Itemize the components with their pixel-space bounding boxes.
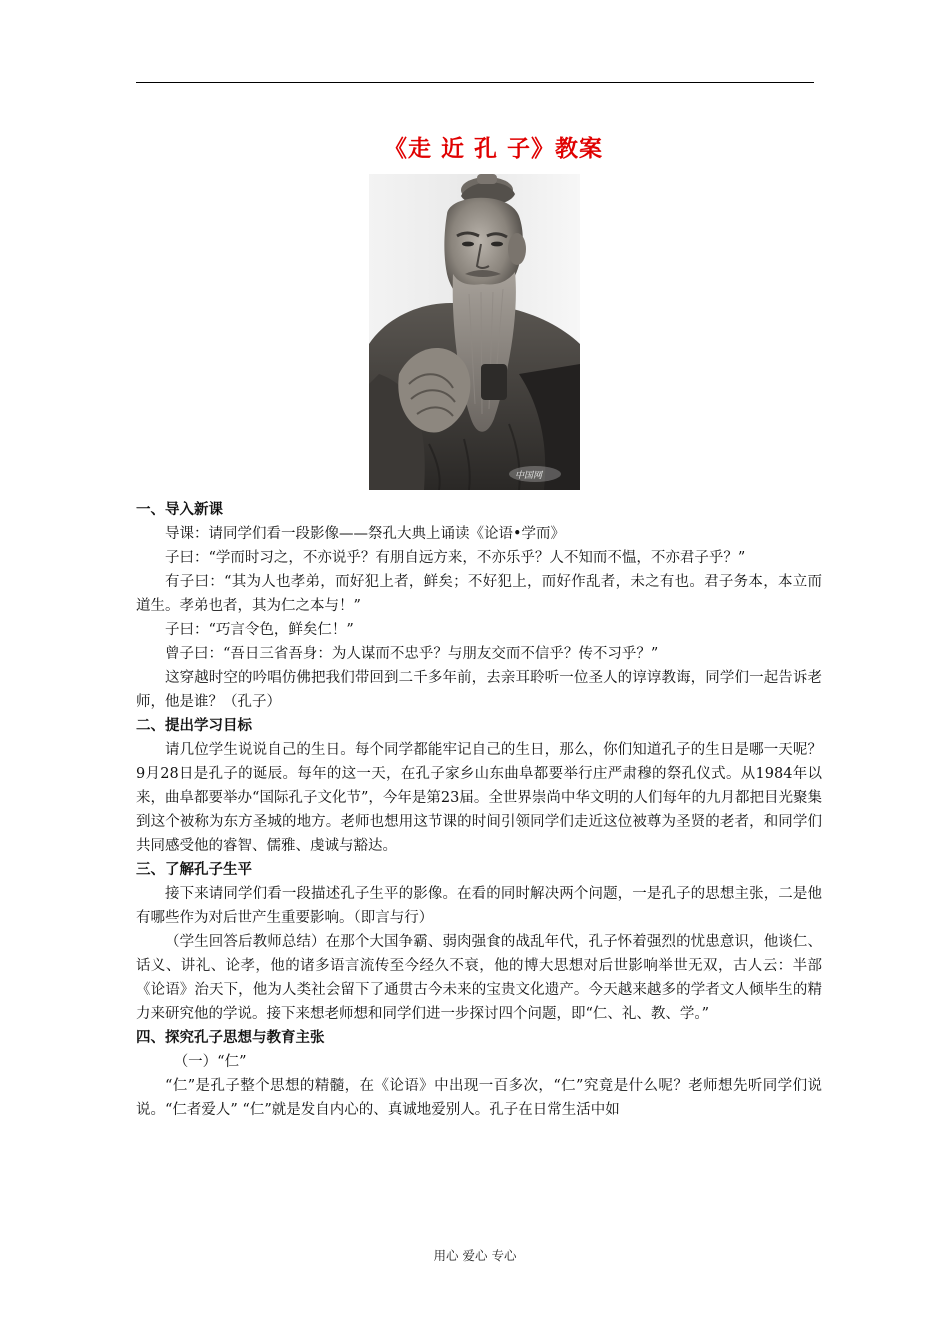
paragraph: 导课：请同学们看一段影像——祭孔大典上诵读《论语•学而》 [165, 526, 566, 542]
document-title: 《走 近 孔 子》教案 [384, 136, 604, 162]
paragraph: 曾子曰：“吾日三省吾身：为人谋而不忠乎？与朋友交而不信乎？传不习乎？” [165, 646, 659, 662]
paragraph: （学生回答后教师总结）在那个大国争霸、弱肉强食的战乱年代，孔子怀着强烈的忧患意识，他谈仁、话义、讲礼、论孝，他的诸多语言流传至今经久不衰，他的博大思想对后世影响举世无双，古人云：半部《论语》治天下，他为人类社会留下了通贯古今未来的宝贵文化遗产。今天越来越多的学者文人倾毕生的精力来研究他的学说。接下来想老师想和同学们进一步探讨四个问题，即“仁、礼、教、学。” [136, 934, 822, 1022]
page-footer: 用心 爱心 专心 [433, 1248, 517, 1263]
section-heading: 三、了解孔子生平 [136, 862, 252, 878]
lesson-body [136, 498, 822, 1122]
confucius-statue-photo [369, 174, 580, 490]
photo-watermark: 中国网 [515, 471, 543, 481]
paragraph: 有子曰：“其为人也孝弟，而好犯上者，鲜矣；不好犯上，而好作乱者，未之有也。君子务本，本立而道生。孝弟也者，其为仁之本与！” [136, 574, 822, 614]
section-heading: 一、导入新课 [136, 502, 223, 518]
header-rule [136, 82, 814, 83]
subsection-heading: （一）“仁” [173, 1054, 247, 1070]
paragraph: 子曰：“巧言令色，鲜矣仁！” [165, 622, 354, 638]
paragraph: “仁”是孔子整个思想的精髓，在《论语》中出现一百多次，“仁”究竟是什么呢？老师想先听同学们说说。“仁者爱人” “仁”就是发自内心的、真诚地爱别人。孔子在日常生活中如 [136, 1078, 822, 1118]
paragraph: 子曰：“学而时习之，不亦说乎？有朋自远方来，不亦乐乎？人不知而不愠，不亦君子乎？” [165, 550, 746, 566]
paragraph: 请几位学生说说自己的生日。每个同学都能牢记自己的生日，那么，你们知道孔子的生日是哪一天呢？9月28日是孔子的诞辰。每年的这一天，在孔子家乡山东曲阜都要举行庄严肃穆的祭孔仪式。从1984年以来，曲阜都要举办“国际孔子文化节”，今年是第23届。全世界崇尚中华文明的人们每年的九月都把目光聚集到这个被称为东方圣城的地方。老师也想用这节课的时间引领同学们走近这位被尊为圣贤的老者，和同学们共同感受他的睿智、儒雅、虔诚与豁达。 [136, 742, 822, 854]
paragraph: 接下来请同学们看一段描述孔子生平的影像。在看的同时解决两个问题，一是孔子的思想主张，二是他有哪些作为对后世产生重要影响。（即言与行） [136, 886, 822, 926]
paragraph: 这穿越时空的吟唱仿佛把我们带回到二千多年前，去亲耳聆听一位圣人的谆谆教诲，同学们一起告诉老师，他是谁？（孔子） [136, 670, 822, 710]
section-heading: 二、提出学习目标 [136, 718, 252, 734]
section-heading: 四、探究孔子思想与教育主张 [136, 1030, 325, 1046]
